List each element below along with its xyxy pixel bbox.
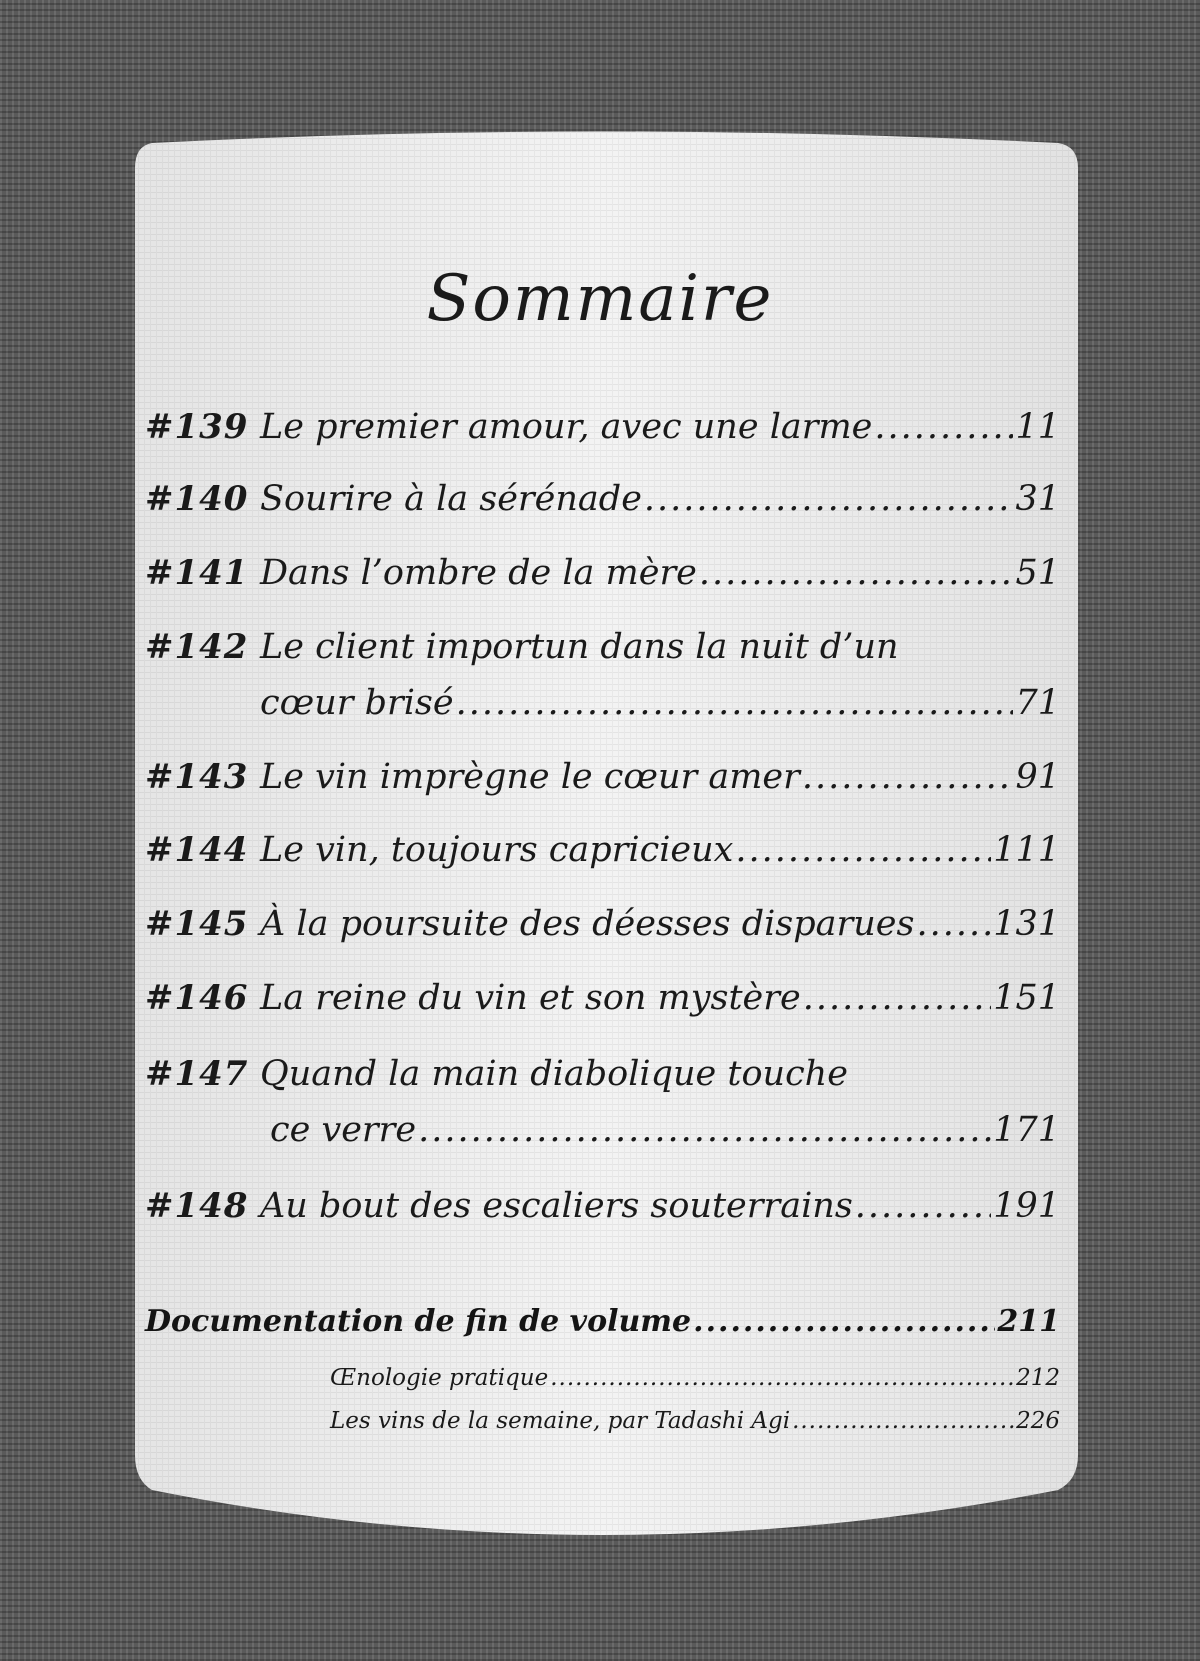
page-title: Sommaire <box>426 262 774 336</box>
page-number: 151 <box>993 978 1060 1018</box>
chapter-title: Sourire à la sérénade <box>260 479 642 519</box>
dot-leader <box>550 1361 1014 1395</box>
chapter-title: Dans l’ombre de la mère <box>260 553 697 593</box>
page-number: 51 <box>1015 553 1060 593</box>
dot-leader <box>792 1404 1014 1438</box>
subentry-title: Œnologie pratique <box>330 1365 549 1391</box>
page-number: 111 <box>993 830 1060 870</box>
chapter-number: #143 <box>145 757 249 797</box>
chapter-number: #141 <box>145 553 249 593</box>
chapter-number: #147 <box>145 1054 249 1094</box>
chapter-title: Quand la main diabolique touche <box>260 1054 848 1094</box>
chapter-title-continued: ce verre <box>270 1110 417 1150</box>
documentation-entry[interactable] <box>145 1300 1060 1344</box>
page-number: 226 <box>1016 1408 1060 1434</box>
chapter-title: Le vin, toujours capricieux <box>260 830 734 870</box>
page-number: 131 <box>993 904 1060 944</box>
dot-leader <box>418 1107 991 1153</box>
dot-leader <box>456 680 1014 726</box>
page-number: 191 <box>993 1186 1060 1226</box>
documentation-subentry[interactable] <box>330 1361 1060 1395</box>
page-number: 171 <box>993 1110 1060 1150</box>
chapter-number: #142 <box>145 627 249 667</box>
dot-leader <box>803 975 991 1021</box>
dot-leader <box>735 827 991 873</box>
page-number: 211 <box>997 1304 1060 1339</box>
chapter-title: À la poursuite des déesses disparues <box>260 904 915 944</box>
chapter-title: Le client importun dans la nuit d’un <box>260 627 899 667</box>
chapter-title-continued: cœur brisé <box>260 683 454 723</box>
chapter-number: #139 <box>145 407 249 447</box>
chapter-number: #144 <box>145 830 249 870</box>
dot-leader <box>874 404 1013 450</box>
chapter-number: #140 <box>145 479 249 519</box>
page-number: 71 <box>1015 683 1060 723</box>
dot-leader <box>916 901 991 947</box>
chapter-title: Le vin imprègne le cœur amer <box>260 757 800 797</box>
chapter-number: #146 <box>145 978 249 1018</box>
dot-leader <box>699 550 1014 596</box>
chapter-title: Au bout des escaliers souterrains <box>260 1186 853 1226</box>
page-number: 91 <box>1015 757 1060 797</box>
chapter-title: Le premier amour, avec une larme <box>260 407 873 447</box>
dot-leader <box>644 476 1014 522</box>
chapter-number: #145 <box>145 904 249 944</box>
page-number: 31 <box>1015 479 1060 519</box>
page-number: 11 <box>1015 407 1060 447</box>
dot-leader <box>693 1300 995 1344</box>
page-number: 212 <box>1016 1365 1060 1391</box>
dot-leader <box>802 754 1014 800</box>
documentation-subentry[interactable] <box>330 1404 1060 1438</box>
chapter-number: #148 <box>145 1186 249 1226</box>
chapter-title: La reine du vin et son mystère <box>260 978 801 1018</box>
dot-leader <box>855 1183 991 1229</box>
subentry-title: Les vins de la semaine, par Tadashi Agi <box>330 1408 791 1434</box>
documentation-title: Documentation de fin de volume <box>145 1304 692 1339</box>
